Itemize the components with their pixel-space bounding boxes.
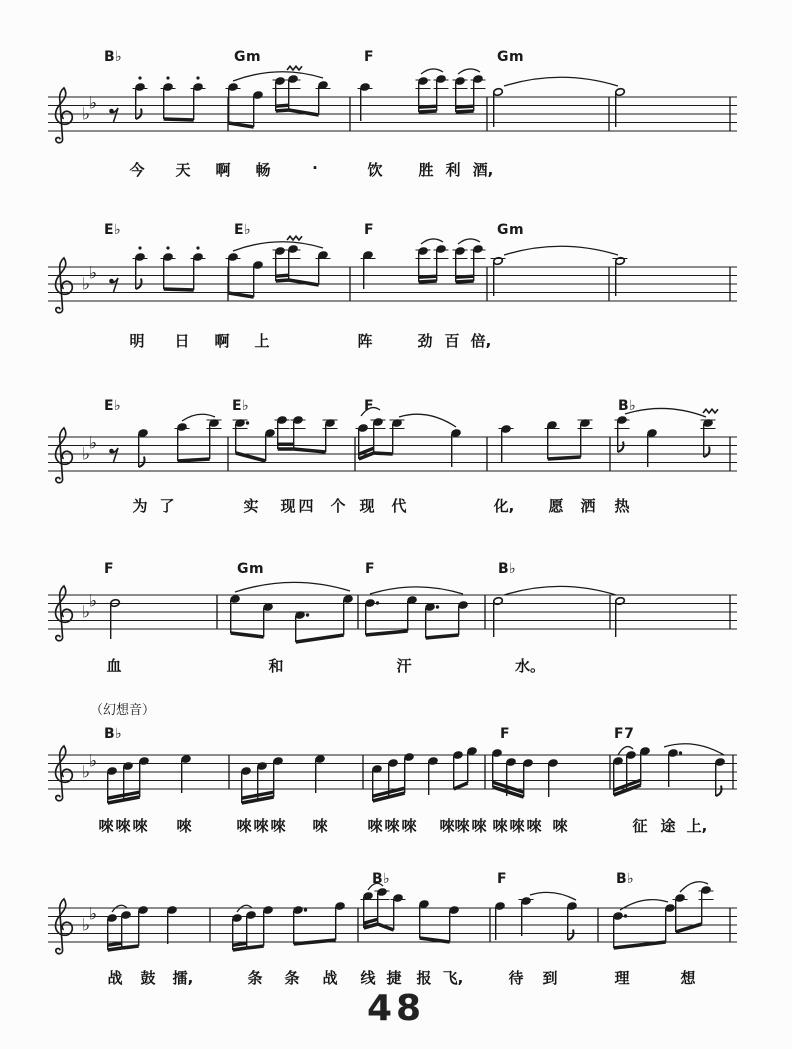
lyric-syllable: 啊	[215, 161, 231, 179]
note	[232, 914, 242, 922]
beam	[294, 940, 336, 944]
chord-symbol: F	[365, 561, 376, 577]
note	[388, 759, 398, 767]
half-note	[615, 88, 625, 96]
note	[107, 914, 117, 922]
chord-symbol: B♭	[618, 398, 637, 414]
note	[343, 595, 353, 603]
key-signature-flat: ♭	[89, 751, 98, 772]
note	[436, 75, 446, 83]
chord-symbol: B♭	[372, 871, 391, 887]
eighth-flag	[704, 447, 710, 458]
beam	[108, 948, 122, 950]
note	[253, 91, 263, 99]
note	[668, 749, 678, 757]
staff-system	[0, 705, 792, 845]
note	[318, 81, 328, 89]
beam	[456, 111, 474, 112]
note	[419, 900, 429, 908]
lyric-syllable: 唻	[439, 817, 455, 835]
note	[167, 906, 177, 914]
treble-clef-icon	[55, 428, 72, 483]
note	[404, 753, 414, 761]
key-signature-flat: ♭	[82, 762, 91, 783]
chord-symbol: E♭	[104, 222, 122, 238]
beam	[420, 938, 450, 942]
lyric-syllable: 百	[444, 332, 460, 350]
note	[318, 251, 328, 259]
note	[121, 911, 131, 919]
treble-clef-icon	[55, 258, 72, 313]
treble-clef-icon	[55, 899, 72, 954]
lyric-syllable: 畅	[255, 161, 271, 179]
augmentation-dot	[304, 908, 307, 911]
slur-tie	[421, 239, 443, 244]
treble-clef-icon	[55, 746, 72, 801]
note	[492, 749, 502, 757]
note	[293, 416, 303, 424]
beam	[229, 123, 254, 127]
lyric-syllable: 阵	[357, 332, 373, 350]
key-signature-flat: ♭	[89, 433, 98, 454]
chord-symbol: F	[104, 561, 115, 577]
chord-symbol: F	[497, 871, 508, 887]
lyric-syllable: 线	[360, 969, 376, 987]
lyric-syllable: 征	[632, 817, 648, 835]
note	[613, 912, 623, 920]
beam	[366, 631, 408, 635]
note	[701, 886, 711, 894]
lyric-syllable: 四	[298, 497, 314, 515]
slur-tie	[530, 892, 576, 900]
note	[230, 595, 240, 603]
beam	[233, 943, 247, 945]
slur-tie	[370, 587, 463, 594]
staccato-dot	[138, 246, 141, 249]
lyric-syllable: 战	[322, 969, 338, 987]
lyric-syllable: 酒,	[472, 161, 494, 179]
note	[177, 423, 187, 431]
lyric-syllable: 现	[359, 497, 375, 515]
music-notation-svg	[0, 705, 792, 813]
lyric-syllable: 现	[280, 497, 296, 515]
lyric-syllable: 汗	[396, 657, 412, 675]
key-signature-flat: ♭	[82, 915, 91, 936]
beam	[364, 919, 378, 923]
note	[436, 245, 446, 253]
note	[453, 751, 463, 759]
note	[715, 758, 725, 766]
mordent-ornament	[703, 409, 718, 413]
lyric-syllable: 战	[107, 969, 123, 987]
note	[665, 904, 675, 912]
lyric-syllable: 和	[268, 657, 284, 675]
lyric-syllable: 日	[174, 332, 190, 350]
note	[523, 759, 533, 767]
staff-system	[0, 387, 792, 527]
lyric-syllable: 唻	[115, 817, 131, 835]
slur-tie	[421, 69, 443, 74]
eighth-flag	[618, 442, 624, 453]
eighth-flag	[716, 786, 722, 797]
staff-system	[0, 858, 792, 998]
note	[451, 429, 461, 437]
note	[363, 251, 373, 259]
lyric-syllable: 化,	[493, 497, 515, 515]
note	[547, 421, 557, 429]
slur-tie	[112, 905, 127, 912]
slur-tie	[504, 77, 618, 86]
lyric-syllable: 唻	[471, 817, 487, 835]
beam	[548, 457, 581, 459]
augmentation-dot	[376, 601, 379, 604]
mordent-ornament	[287, 66, 302, 70]
lyric-syllable: 飞,	[442, 969, 464, 987]
note	[135, 83, 145, 91]
lyric-syllable: 洒	[580, 497, 596, 515]
lyric-syllable: 条	[247, 969, 263, 987]
lyric-syllable: 胜	[418, 161, 434, 179]
page-number: 48	[366, 988, 426, 1029]
note	[455, 247, 465, 255]
note	[377, 888, 387, 896]
note	[193, 83, 203, 91]
lyric-syllable: 为	[132, 497, 148, 515]
slur-tie	[504, 586, 616, 595]
note	[567, 902, 577, 910]
music-notation-svg	[0, 545, 792, 653]
beam	[419, 281, 437, 282]
beam	[164, 289, 194, 290]
lyric-syllable: 血	[106, 657, 122, 675]
note	[277, 416, 287, 424]
lyric-syllable: 天	[175, 161, 191, 179]
lyric-syllable: 唻	[367, 817, 383, 835]
music-notation-svg	[0, 387, 792, 495]
chord-symbol: Gm	[497, 222, 525, 238]
lyric-syllable: 捷	[386, 969, 402, 987]
beam	[233, 948, 247, 950]
note	[263, 603, 273, 611]
note	[425, 603, 435, 611]
augmentation-dot	[624, 914, 627, 917]
note	[626, 751, 636, 759]
lyric-syllable: 实	[243, 497, 259, 515]
lyric-syllable: 今	[129, 161, 145, 179]
note	[363, 892, 373, 900]
staccato-dot	[166, 246, 169, 249]
lyric-syllable: 热	[614, 497, 630, 515]
treble-clef-icon	[55, 586, 72, 641]
beam	[229, 293, 254, 297]
beam	[456, 281, 474, 282]
note	[365, 599, 375, 607]
staff-system	[0, 545, 792, 685]
beam	[456, 106, 474, 107]
lyric-syllable: 利	[445, 161, 461, 179]
key-signature-flat: ♭	[89, 263, 98, 284]
staccato-dot	[196, 246, 199, 249]
lyric-syllable: 唻	[312, 817, 328, 835]
note	[228, 83, 238, 91]
note	[288, 75, 298, 83]
beam	[419, 276, 437, 277]
annotation-text: （幻想音）	[90, 703, 156, 718]
lyric-syllable: 唻	[236, 817, 252, 835]
lyric-syllable: 愿	[548, 497, 564, 515]
lyric-syllable: 途	[660, 817, 676, 835]
beam	[614, 942, 666, 948]
chord-symbol: B♭	[498, 561, 517, 577]
key-signature-flat: ♭	[89, 904, 98, 925]
lyric-syllable: 个	[330, 497, 346, 515]
eighth-flag	[568, 930, 574, 941]
note	[315, 755, 325, 763]
beam	[276, 110, 289, 111]
note	[458, 601, 468, 609]
music-notation-svg	[0, 217, 792, 325]
staff-system	[0, 217, 792, 357]
note	[335, 902, 345, 910]
lyric-syllable: 待	[508, 969, 524, 987]
note	[449, 906, 459, 914]
lyric-syllable: 代	[391, 497, 407, 515]
slur-tie	[399, 414, 456, 427]
key-signature-flat: ♭	[82, 602, 91, 623]
note	[455, 77, 465, 85]
chord-symbol: Gm	[497, 49, 525, 65]
chord-symbol: Gm	[237, 561, 265, 577]
lyric-syllable: 条	[284, 969, 300, 987]
note	[293, 906, 303, 914]
note	[467, 747, 477, 755]
augmentation-dot	[436, 605, 439, 608]
slur-tie	[458, 239, 480, 244]
mordent-ornament	[287, 236, 302, 240]
note	[135, 253, 145, 261]
beam	[296, 635, 344, 642]
note	[506, 758, 516, 766]
lyric-syllable: ·	[312, 159, 318, 177]
note	[647, 429, 657, 437]
music-notation-svg	[0, 858, 792, 966]
note	[617, 416, 627, 424]
note	[181, 755, 191, 763]
music-notation-svg	[0, 47, 792, 155]
lyric-syllable: 唻	[526, 817, 542, 835]
note	[418, 77, 428, 85]
augmentation-dot	[679, 751, 682, 754]
slur-tie	[504, 246, 618, 255]
note	[263, 906, 273, 914]
staff-system	[0, 47, 792, 187]
beam	[247, 946, 264, 948]
lyric-syllable: 唻	[176, 817, 192, 835]
note	[193, 253, 203, 261]
augmentation-dot	[306, 613, 309, 616]
lyric-syllable: 唻	[492, 817, 508, 835]
beam	[122, 946, 139, 948]
note	[407, 596, 417, 604]
beam	[276, 105, 289, 106]
key-signature-flat: ♭	[82, 274, 91, 295]
note	[521, 897, 531, 905]
lyric-syllable: 唻	[384, 817, 400, 835]
staccato-dot	[196, 76, 199, 79]
note	[163, 253, 173, 261]
treble-clef-icon	[55, 88, 72, 143]
lyric-syllable: 啊	[214, 332, 230, 350]
lyric-syllable: 了	[159, 497, 175, 515]
beam	[164, 119, 194, 120]
chord-symbol: E♭	[232, 398, 250, 414]
beam	[276, 280, 289, 281]
note	[138, 429, 148, 437]
note	[163, 83, 173, 91]
lyric-syllable: 唻	[509, 817, 525, 835]
beam	[456, 276, 474, 277]
key-signature-flat: ♭	[89, 591, 98, 612]
staccato-dot	[138, 76, 141, 79]
lyric-syllable: 唻	[253, 817, 269, 835]
lyric-syllable: 上,	[686, 817, 708, 835]
half-note	[493, 88, 503, 96]
note	[358, 424, 368, 432]
note	[241, 767, 251, 775]
lyric-syllable: 擂,	[172, 969, 194, 987]
key-signature-flat: ♭	[89, 93, 98, 114]
lyric-syllable: 唻	[132, 817, 148, 835]
chord-symbol: B♭	[104, 49, 123, 65]
note	[418, 247, 428, 255]
note	[253, 261, 263, 269]
lyric-syllable: 唻	[98, 817, 114, 835]
note	[501, 425, 511, 433]
beam	[108, 943, 122, 945]
slur-tie	[235, 582, 350, 592]
note	[360, 83, 370, 91]
key-signature-flat: ♭	[82, 104, 91, 125]
eighth-flag	[139, 457, 145, 468]
note	[265, 429, 275, 437]
note	[473, 245, 483, 253]
chord-symbol: F	[364, 398, 375, 414]
lyric-syllable: 水。	[514, 657, 546, 675]
lyric-syllable: 想	[680, 969, 696, 987]
lyric-syllable: 唻	[401, 817, 417, 835]
note	[675, 894, 685, 902]
chord-symbol: F	[364, 222, 375, 238]
slur-tie	[458, 69, 480, 74]
beam	[454, 783, 468, 789]
beam	[276, 275, 289, 276]
chord-symbol: F7	[614, 726, 635, 742]
note	[246, 911, 256, 919]
chord-symbol: E♭	[104, 398, 122, 414]
note	[138, 906, 148, 914]
beam	[419, 111, 437, 112]
lyric-syllable: 理	[614, 969, 630, 987]
lyric-syllable: 劲	[417, 332, 433, 350]
lyric-syllable: 明	[129, 332, 145, 350]
note	[473, 75, 483, 83]
slur-tie	[237, 905, 252, 912]
lyric-syllable: 唻	[552, 817, 568, 835]
note	[275, 77, 285, 85]
lyric-syllable: 报	[416, 969, 432, 987]
chord-symbol: F	[364, 49, 375, 65]
note	[275, 247, 285, 255]
lyric-syllable: 饮	[367, 161, 383, 179]
augmentation-dot	[246, 421, 249, 424]
note	[288, 245, 298, 253]
chord-symbol: F	[500, 726, 511, 742]
note	[107, 767, 117, 775]
beam	[178, 459, 210, 461]
lyric-syllable: 到	[542, 969, 558, 987]
beam	[419, 106, 437, 107]
note	[228, 253, 238, 261]
note	[548, 759, 558, 767]
lyric-syllable: 唻	[270, 817, 286, 835]
note	[640, 747, 650, 755]
lyric-syllable: 倍,	[470, 332, 492, 350]
note	[495, 902, 505, 910]
staccato-dot	[166, 76, 169, 79]
chord-symbol: E♭	[234, 222, 252, 238]
chord-symbol: B♭	[616, 871, 635, 887]
chord-symbol: B♭	[104, 726, 123, 742]
chord-symbol: Gm	[234, 49, 262, 65]
beam	[294, 449, 326, 452]
key-signature-flat: ♭	[82, 444, 91, 465]
beam	[374, 453, 393, 454]
slur-tie	[625, 408, 706, 417]
lyric-syllable: 上	[254, 332, 270, 350]
beam	[426, 635, 459, 638]
note	[393, 894, 403, 902]
beam	[231, 633, 264, 637]
lyric-syllable: 鼓	[140, 969, 156, 987]
note	[373, 418, 383, 426]
lyric-syllable: 唻	[454, 817, 470, 835]
slur-tie	[361, 408, 380, 416]
